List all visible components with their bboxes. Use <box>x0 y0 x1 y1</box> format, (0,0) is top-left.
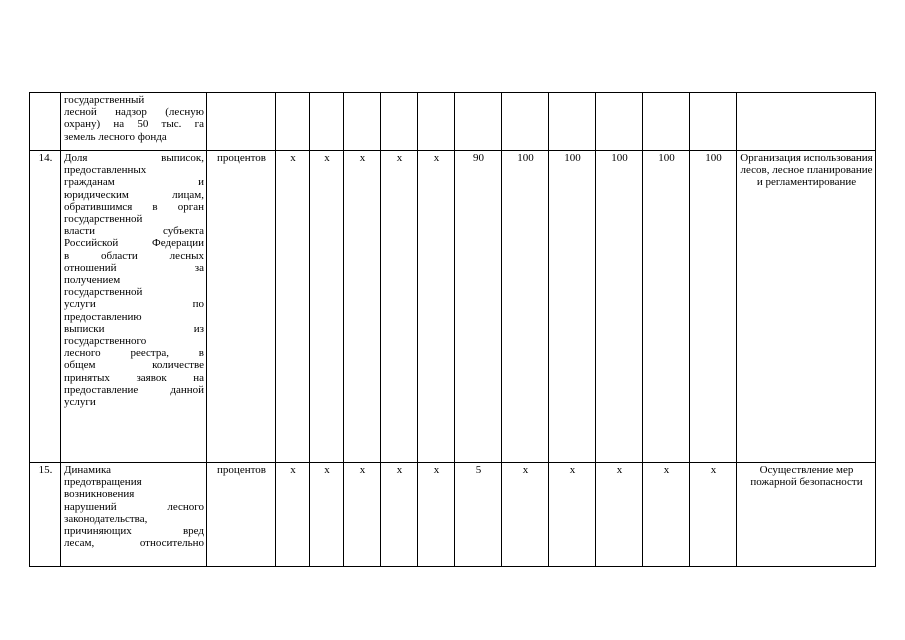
indicator-name-line: охрану) на 50 тыс. га <box>64 118 204 131</box>
value-cell <box>643 93 690 151</box>
indicator-name-line: власти субъекта <box>64 225 204 238</box>
indicator-name-line: выписки из <box>64 322 204 335</box>
value-cell: x <box>276 463 310 567</box>
indicator-name-line: Динамика <box>64 464 112 476</box>
indicator-name-line: лесам, относительно <box>64 537 204 550</box>
value-cell <box>381 93 418 151</box>
indicator-name-line: обратившимся в орган <box>64 200 204 213</box>
value-cell: x <box>690 463 737 567</box>
indicator-name-line: в области лесных <box>64 249 204 262</box>
indicator-name <box>61 93 207 151</box>
value-cell: x <box>381 151 418 463</box>
indicator-name <box>61 151 207 463</box>
value-cell: 100 <box>502 151 549 463</box>
value-cell: 100 <box>596 151 643 463</box>
indicator-name-line: лесной надзор (лесную <box>64 106 204 119</box>
responsible-cell <box>737 93 876 151</box>
value-cell: x <box>596 463 643 567</box>
value-cell <box>418 93 455 151</box>
table-row <box>30 151 876 463</box>
row-number <box>30 93 61 151</box>
value-cell: 100 <box>643 151 690 463</box>
responsible-cell: Осуществление мер пожарной безопасности <box>737 463 876 567</box>
value-cell: 100 <box>549 151 596 463</box>
value-cell <box>310 93 344 151</box>
indicator-name-line: предотвращения <box>64 476 142 489</box>
value-cell: x <box>310 463 344 567</box>
indicator-name-line: предоставлению <box>64 310 142 323</box>
value-cell: x <box>418 463 455 567</box>
indicator-name-line: государственной <box>64 286 143 299</box>
indicator-name-line: лесного реестра, в <box>64 347 204 360</box>
value-cell: x <box>276 151 310 463</box>
unit-cell <box>207 93 276 151</box>
table-body <box>30 93 876 567</box>
value-cell: x <box>418 151 455 463</box>
indicator-name-line: нарушений лесного <box>64 500 204 513</box>
value-cell: x <box>344 151 381 463</box>
value-cell: 5 <box>455 463 502 567</box>
value-cell <box>344 93 381 151</box>
indicators-table <box>29 92 876 567</box>
value-cell <box>549 93 596 151</box>
indicator-name-line: общем количестве <box>64 359 204 372</box>
indicator-name-line: предоставление данной <box>64 383 204 396</box>
indicator-name-line: принятых заявок на <box>64 371 204 384</box>
indicator-name-line: законодательства, <box>64 512 148 525</box>
value-cell <box>502 93 549 151</box>
row-number: 14. <box>30 151 61 463</box>
indicator-name-line: отношений за <box>64 261 204 274</box>
indicator-name-line: юридическим лицам, <box>64 188 204 201</box>
value-cell: x <box>643 463 690 567</box>
indicator-name <box>61 463 207 567</box>
indicator-name-line: услуги по <box>64 298 204 311</box>
indicator-name-line: земель лесного фонда <box>64 130 167 143</box>
indicator-name-line: гражданам и <box>64 176 204 189</box>
value-cell: x <box>344 463 381 567</box>
value-cell <box>276 93 310 151</box>
unit-cell: процентов <box>207 463 276 567</box>
value-cell: 90 <box>455 151 502 463</box>
table-row <box>30 463 876 567</box>
value-cell <box>596 93 643 151</box>
value-cell <box>690 93 737 151</box>
indicator-name-line: Российской Федерации <box>64 237 204 250</box>
indicator-name-line: причиняющих вред <box>64 525 204 538</box>
value-cell <box>455 93 502 151</box>
unit-cell: процентов <box>207 151 276 463</box>
row-number: 15. <box>30 463 61 567</box>
indicator-name-line: предоставленных <box>64 164 147 177</box>
indicator-name-line: Доля выписок, <box>64 152 204 164</box>
indicator-name-line: государственной <box>64 213 143 226</box>
value-cell: x <box>549 463 596 567</box>
value-cell: x <box>502 463 549 567</box>
indicator-name-line: услуги <box>64 396 96 409</box>
value-cell: x <box>310 151 344 463</box>
indicator-name-line: государственного <box>64 335 147 348</box>
value-cell: 100 <box>690 151 737 463</box>
indicator-name-line: получением <box>64 274 121 287</box>
responsible-cell: Организация использования лесов, лесное планирование и регламентирование <box>737 151 876 463</box>
value-cell: x <box>381 463 418 567</box>
indicator-name-line: государственный <box>64 94 145 106</box>
table-row <box>30 93 876 151</box>
indicator-name-line: возникновения <box>64 488 135 501</box>
